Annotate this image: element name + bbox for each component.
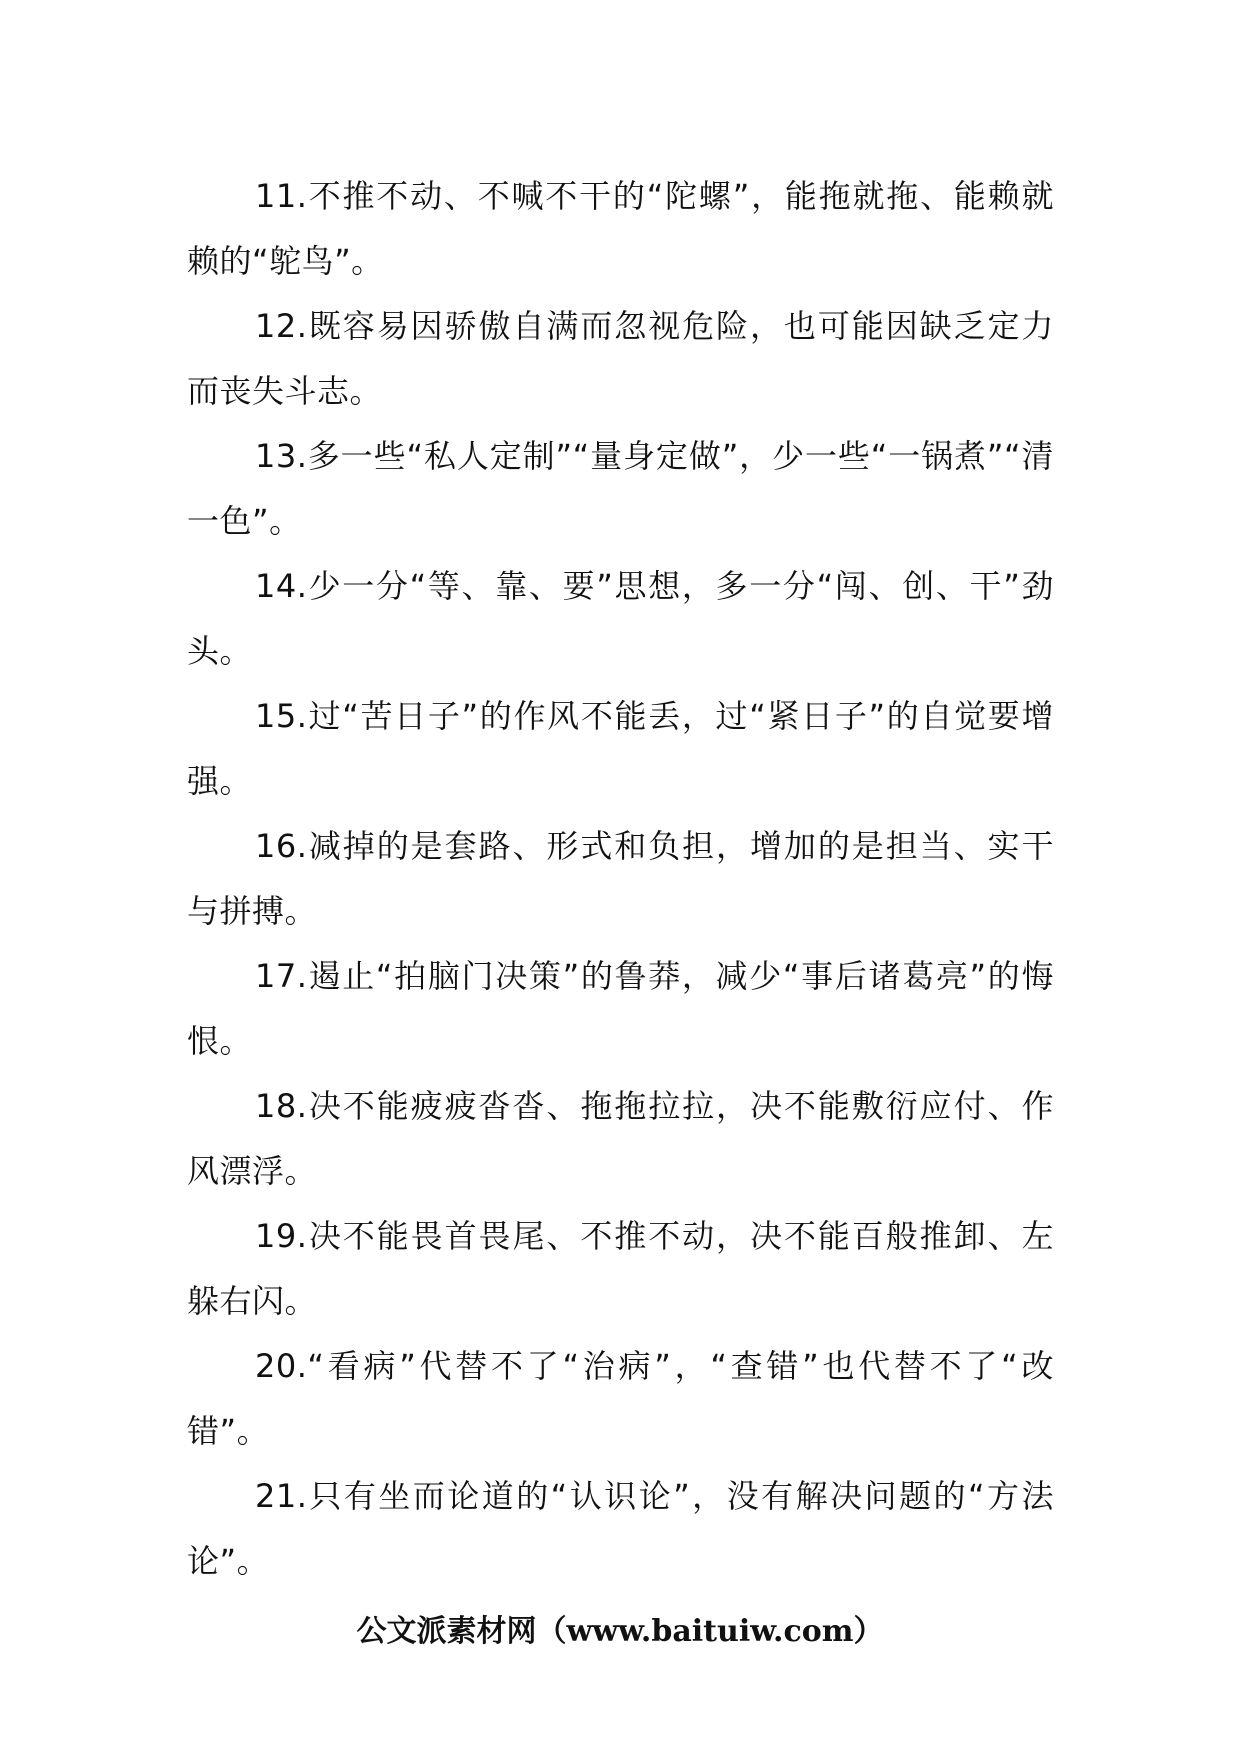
paragraph-17: 17.遏止“拍脑门决策”的鲁莽，减少“事后诸葛亮”的悔恨。 <box>187 957 1054 1060</box>
paragraph-11: 11.不推不动、不喊不干的“陀螺”，能拖就拖、能赖就赖的“鸵鸟”。 <box>187 177 1054 280</box>
paragraph-19: 19.决不能畏首畏尾、不推不动，决不能百般推卸、左躲右闪。 <box>187 1217 1054 1320</box>
site-footer: 公文派素材网（www.baituiw.com） <box>356 1614 884 1649</box>
paragraph-18: 18.决不能疲疲沓沓、拖拖拉拉，决不能敷衍应付、作风漂浮。 <box>187 1087 1054 1190</box>
paragraph-21: 21.只有坐而论道的“认识论”，没有解决问题的“方法论”。 <box>187 1477 1054 1580</box>
paragraph-12: 12.既容易因骄傲自满而忽视危险，也可能因缺乏定力而丧失斗志。 <box>187 307 1054 410</box>
document-body <box>187 164 1054 1594</box>
paragraph-20: 20.“看病”代替不了“治病”，“查错”也代替不了“改错”。 <box>187 1347 1054 1450</box>
paragraph-14: 14.少一分“等、靠、要”思想，多一分“闯、创、干”劲头。 <box>187 567 1054 670</box>
paragraph-16: 16.减掉的是套路、形式和负担，增加的是担当、实干与拼搏。 <box>187 827 1054 930</box>
paragraph-15: 15.过“苦日子”的作风不能丢，过“紧日子”的自觉要增强。 <box>187 697 1054 800</box>
paragraph-13: 13.多一些“私人定制”“量身定做”，少一些“一锅煮”“清一色”。 <box>187 437 1054 540</box>
